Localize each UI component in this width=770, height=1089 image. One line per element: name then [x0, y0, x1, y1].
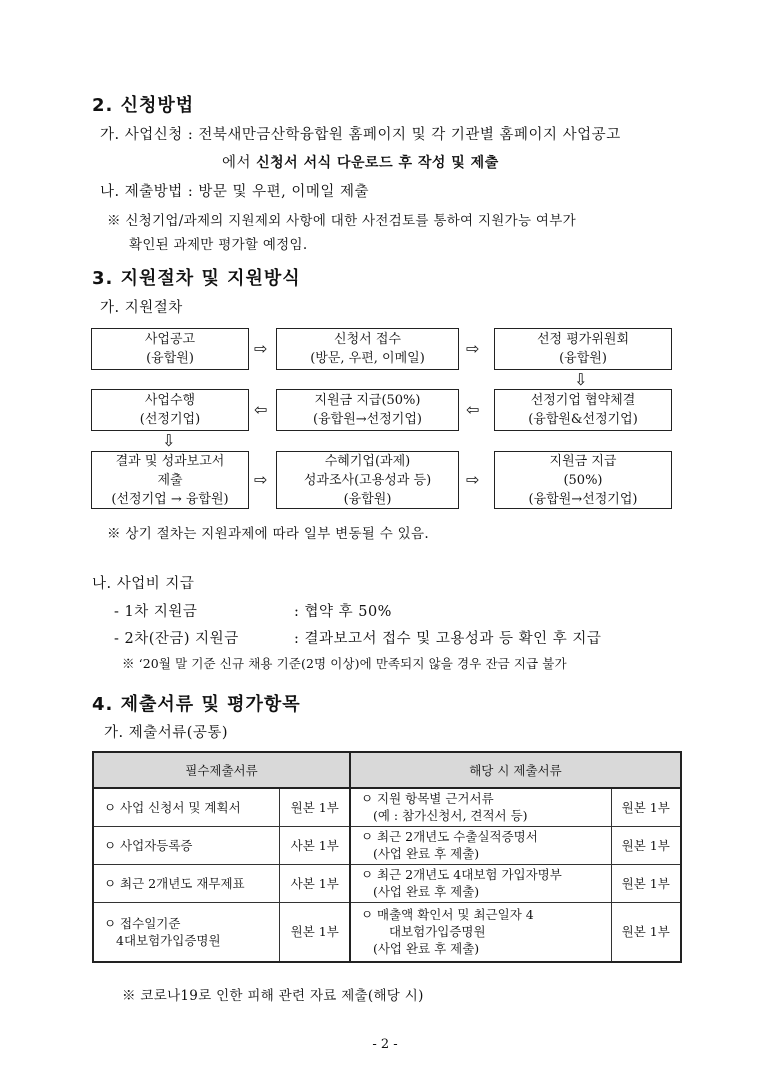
arrow-left-icon: ⇦	[254, 400, 268, 419]
optional-doc-line: (사업 완료 후 제출)	[372, 846, 480, 861]
flow-box-line: (융합원)	[146, 351, 194, 366]
flow-box-announcement	[91, 328, 249, 370]
flow-box-line: (선정기업 → 융합원)	[111, 491, 229, 507]
required-copy: 사본 1부	[280, 826, 350, 864]
optional-doc-line: ㅇ 최근 2개년도 4대보험 가입자명부	[360, 867, 562, 882]
pay1-value: : 협약 후 50%	[294, 604, 392, 620]
flow-box-line: 사업수행	[144, 393, 196, 408]
flow-box-line: 지원금 지급(50%)	[314, 393, 421, 408]
pay2-value: : 결과보고서 접수 및 고용성과 등 확인 후 지급	[294, 631, 602, 647]
flow-box-line: (융합원)	[343, 491, 392, 507]
pay2-label: - 2차(잔금) 지원금	[114, 631, 239, 647]
pay-note: ※ ‘20월 말 기준 신규 채용 기준(2명 이상)에 만족되지 않을 경우 잔금 지급 불가	[122, 656, 567, 671]
flow-box-line: 선정기업 협약체결	[530, 393, 636, 408]
optional-doc-line: (예 : 참가신청서, 견적서 등)	[372, 808, 528, 824]
required-doc-text: ㅇ 사업 신청서 및 계획서	[104, 799, 241, 815]
optional-copy: 원본 1부	[611, 788, 681, 826]
required-doc	[93, 826, 280, 864]
required-doc-text: 4대보험가입증명원	[116, 932, 221, 948]
flow-box-line: 결과 및 성과보고서	[115, 453, 225, 469]
flow-box-line: 수혜기업(과제)	[324, 453, 411, 469]
optional-doc	[350, 826, 611, 864]
table-header-optional: 해당 시 제출서류	[350, 752, 681, 788]
sec2-item-ga-prefix: 에서	[222, 155, 257, 171]
required-doc-text: ㅇ 최근 2개년도 재무제표	[104, 875, 245, 891]
flow-box-agreement	[494, 389, 672, 431]
flow-box-line: 선정 평가위원회	[536, 332, 630, 347]
flow-box-line: 사업공고	[144, 332, 196, 347]
optional-doc-line: ㅇ 최근 2개년도 수출실적증명서	[360, 829, 538, 844]
flow-box-survey	[276, 451, 459, 509]
optional-doc-line: (사업 완료 후 제출)	[372, 941, 480, 957]
table-header-required: 필수제출서류	[93, 752, 350, 788]
section-3-title: 3. 지원절차 및 지원방식	[92, 268, 301, 289]
pay1-label: - 1차 지원금	[114, 604, 198, 620]
flow-box-line: (융합원&선정기업)	[528, 412, 638, 427]
required-doc	[93, 788, 280, 826]
required-doc-text: ㅇ 접수일기준	[104, 915, 181, 931]
required-doc	[93, 864, 280, 902]
table-header-row	[93, 752, 681, 788]
flow-box-line: (융합원)	[559, 351, 607, 366]
flow-box-line: 신청서 접수	[334, 332, 401, 347]
flow-note: ※ 상기 절차는 지원과제에 따라 일부 변동될 수 있음.	[107, 526, 429, 542]
table-row	[93, 826, 681, 864]
optional-doc-line: 대보험가입증명원	[388, 924, 486, 940]
optional-doc-line: (사업 완료 후 제출)	[372, 884, 480, 899]
flow-box-application	[276, 328, 459, 370]
optional-doc	[350, 902, 611, 962]
flow-box-line: 제출	[157, 472, 183, 488]
flow-box-line: 성과조사(고용성과 등)	[303, 472, 432, 488]
flow-box-line: (융합원→선정기업)	[528, 491, 638, 507]
sec2-item-ga-line1: 가. 사업신청 : 전북새만금산학융합원 홈페이지 및 각 기관별 홈페이지 사업공고	[100, 127, 621, 143]
optional-copy: 원본 1부	[611, 864, 681, 902]
sec4-note: ※ 코로나19로 인한 피해 관련 자료 제출(해당 시)	[122, 988, 424, 1004]
sec2-item-ga-line2	[222, 151, 499, 172]
sec2-item-ga-bold: 신청서 서식 다운로드 후 작성 및 제출	[256, 155, 499, 171]
sec2-note-line1: ※ 신청기업/과제의 지원제외 사항에 대한 사전검토를 통하여 지원가능 여부가	[107, 213, 576, 229]
optional-copy: 원본 1부	[611, 826, 681, 864]
flow-box-line: (선정기업)	[139, 412, 201, 427]
flow-box-payment-2	[494, 451, 672, 509]
arrow-down-icon: ⇩	[162, 431, 176, 450]
table-row	[93, 788, 681, 826]
arrow-right-icon: ⇨	[254, 470, 268, 489]
sec2-note-line2: 확인된 과제만 평가할 예정임.	[129, 237, 308, 253]
arrow-right-icon: ⇨	[466, 470, 480, 489]
required-copy: 사본 1부	[280, 864, 350, 902]
table-row	[93, 864, 681, 902]
optional-doc-line: ㅇ 지원 항목별 근거서류	[360, 791, 494, 807]
sec4-item-ga: 가. 제출서류(공통)	[104, 725, 229, 741]
required-copy: 원본 1부	[280, 788, 350, 826]
flow-box-line: 지원금 지급	[549, 453, 617, 469]
optional-copy: 원본 1부	[611, 902, 681, 962]
page-number: - 2 -	[372, 1037, 398, 1052]
required-doc-text: ㅇ 사업자등록증	[104, 837, 193, 853]
optional-doc	[350, 864, 611, 902]
section-2-title: 2. 신청방법	[92, 95, 195, 116]
flow-box-payment-1	[276, 389, 459, 431]
sec2-item-na: 나. 제출방법 : 방문 및 우편, 이메일 제출	[100, 184, 369, 200]
optional-doc	[350, 788, 611, 826]
flow-box-evaluation	[494, 328, 672, 370]
flow-box-line: (방문, 우편, 이메일)	[310, 351, 425, 366]
section-4-title: 4. 제출서류 및 평가항목	[92, 694, 301, 715]
arrow-down-icon: ⇩	[574, 370, 588, 389]
arrow-left-icon: ⇦	[466, 400, 480, 419]
arrow-right-icon: ⇨	[466, 339, 480, 358]
optional-doc-line: ㅇ 매출액 확인서 및 최근일자 4	[360, 907, 534, 923]
flow-box-report	[91, 451, 249, 509]
sec3-item-na: 나. 사업비 지급	[92, 576, 195, 592]
required-doc	[93, 902, 280, 962]
sec3-item-ga: 가. 지원절차	[100, 300, 183, 316]
flow-box-line: (50%)	[563, 472, 603, 488]
documents-table	[92, 751, 682, 963]
flow-box-line: (융합원→선정기업)	[313, 412, 422, 427]
required-copy: 원본 1부	[280, 902, 350, 962]
table-row	[93, 902, 681, 962]
flow-box-execution	[91, 389, 249, 431]
arrow-right-icon: ⇨	[254, 339, 268, 358]
